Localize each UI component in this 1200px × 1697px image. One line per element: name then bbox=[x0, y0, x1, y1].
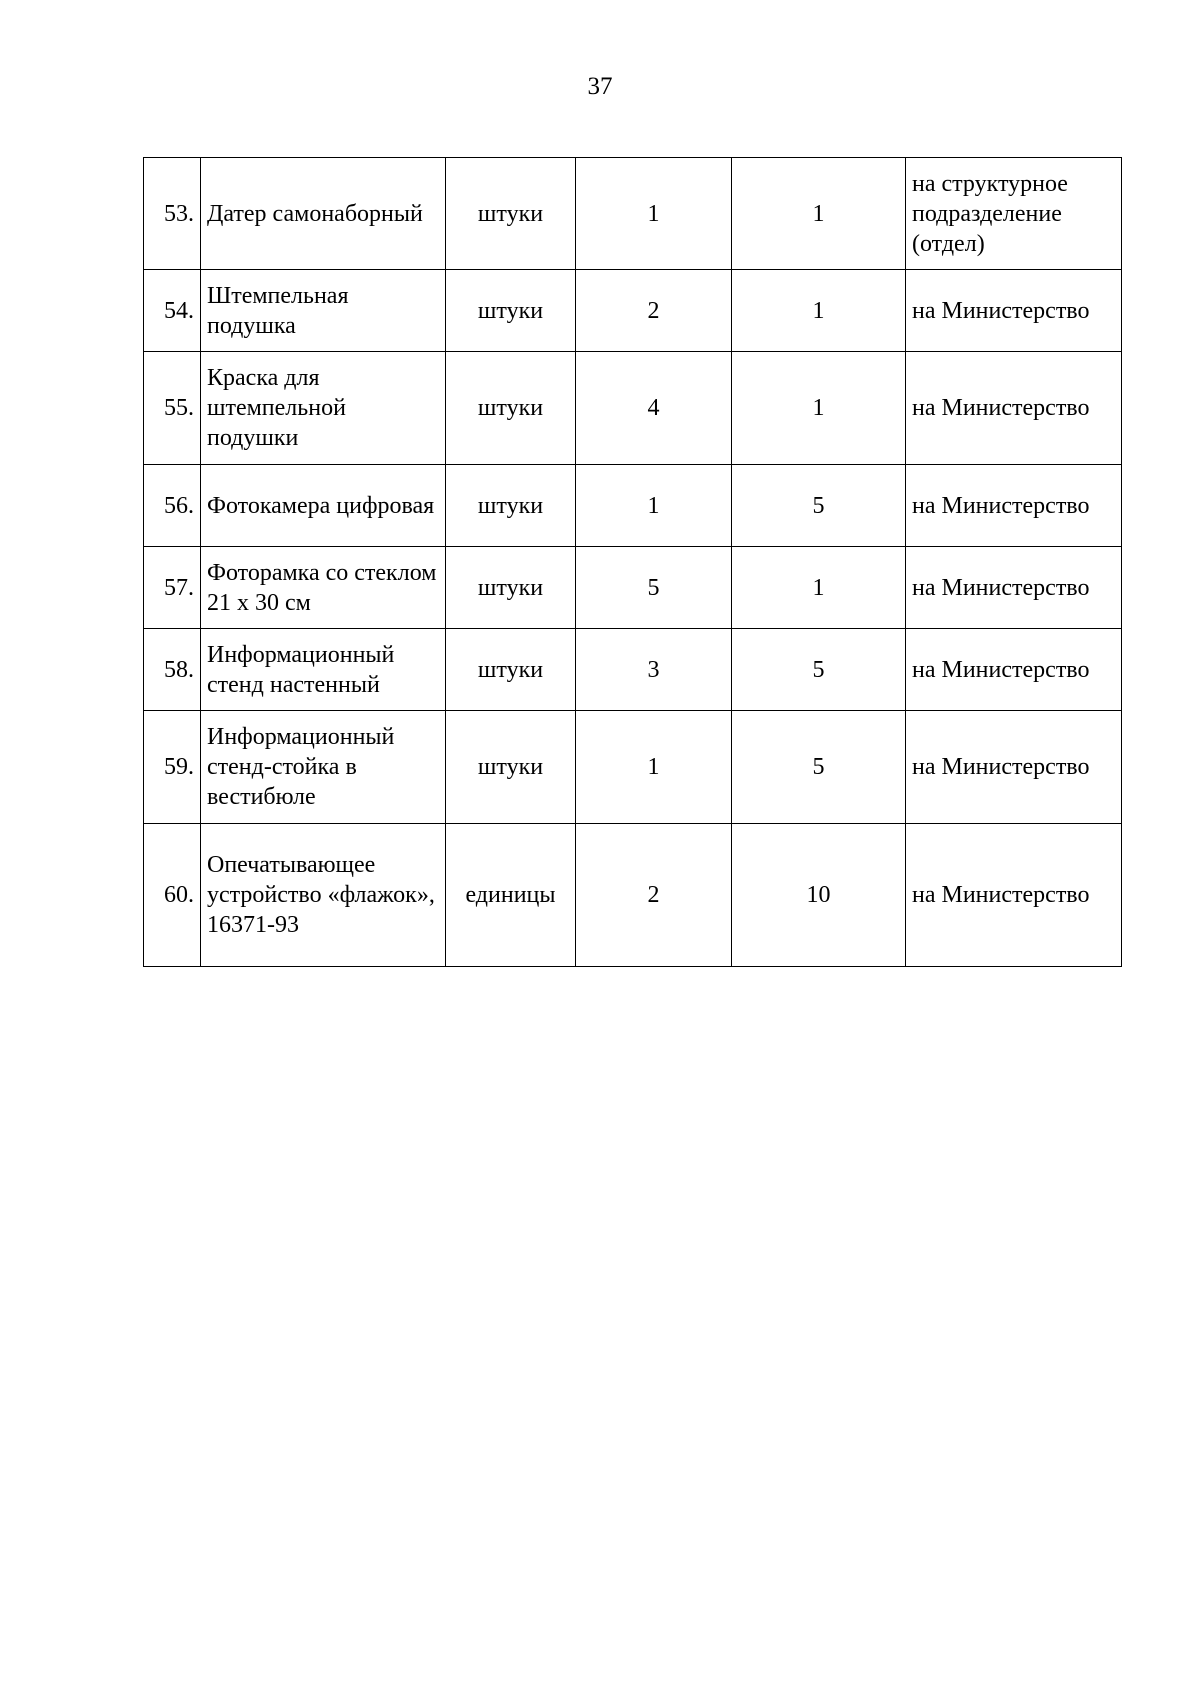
item-note: на Министерство bbox=[906, 629, 1122, 711]
item-unit: штуки bbox=[446, 158, 576, 270]
table-row bbox=[144, 465, 1122, 547]
item-quantity: 1 bbox=[576, 711, 732, 824]
item-term: 1 bbox=[732, 547, 906, 629]
item-name: Фоторамка со стеклом 21 х 30 см bbox=[201, 547, 446, 629]
item-unit: единицы bbox=[446, 824, 576, 967]
item-note: на Министерство bbox=[906, 465, 1122, 547]
items-table bbox=[143, 157, 1122, 967]
page-number: 37 bbox=[587, 73, 613, 100]
table-row bbox=[144, 629, 1122, 711]
row-number: 54. bbox=[144, 270, 201, 352]
row-number: 57. bbox=[144, 547, 201, 629]
item-note: на Министерство bbox=[906, 824, 1122, 967]
item-term: 1 bbox=[732, 158, 906, 270]
row-number: 55. bbox=[144, 352, 201, 465]
item-note: на Министерство bbox=[906, 270, 1122, 352]
item-term: 5 bbox=[732, 629, 906, 711]
item-quantity: 1 bbox=[576, 465, 732, 547]
item-name: Краска для штемпельной подушки bbox=[201, 352, 446, 465]
row-number: 58. bbox=[144, 629, 201, 711]
item-name: Информационный стенд-стойка в вестибюле bbox=[201, 711, 446, 824]
item-unit: штуки bbox=[446, 711, 576, 824]
table-row bbox=[144, 711, 1122, 824]
item-name: Опечатывающее устройство «флажок», 16371-93 bbox=[201, 824, 446, 967]
row-number: 60. bbox=[144, 824, 201, 967]
item-quantity: 2 bbox=[576, 270, 732, 352]
item-unit: штуки bbox=[446, 352, 576, 465]
item-quantity: 5 bbox=[576, 547, 732, 629]
item-term: 10 bbox=[732, 824, 906, 967]
item-term: 5 bbox=[732, 711, 906, 824]
item-unit: штуки bbox=[446, 270, 576, 352]
table-row bbox=[144, 352, 1122, 465]
row-number: 59. bbox=[144, 711, 201, 824]
item-term: 1 bbox=[732, 270, 906, 352]
table-row bbox=[144, 547, 1122, 629]
item-unit: штуки bbox=[446, 465, 576, 547]
table-row bbox=[144, 824, 1122, 967]
item-note: на Министерство bbox=[906, 352, 1122, 465]
item-name: Фотокамера цифровая bbox=[201, 465, 446, 547]
item-name: Информационный стенд настенный bbox=[201, 629, 446, 711]
item-quantity: 1 bbox=[576, 158, 732, 270]
item-quantity: 4 bbox=[576, 352, 732, 465]
item-quantity: 3 bbox=[576, 629, 732, 711]
table-row bbox=[144, 270, 1122, 352]
row-number: 56. bbox=[144, 465, 201, 547]
table-row bbox=[144, 158, 1122, 270]
item-note: на структурное подразделение (отдел) bbox=[906, 158, 1122, 270]
item-unit: штуки bbox=[446, 629, 576, 711]
item-name: Датер самонаборный bbox=[201, 158, 446, 270]
item-term: 5 bbox=[732, 465, 906, 547]
item-note: на Министерство bbox=[906, 711, 1122, 824]
item-term: 1 bbox=[732, 352, 906, 465]
item-quantity: 2 bbox=[576, 824, 732, 967]
item-unit: штуки bbox=[446, 547, 576, 629]
item-note: на Министерство bbox=[906, 547, 1122, 629]
row-number: 53. bbox=[144, 158, 201, 270]
item-name: Штемпельная подушка bbox=[201, 270, 446, 352]
